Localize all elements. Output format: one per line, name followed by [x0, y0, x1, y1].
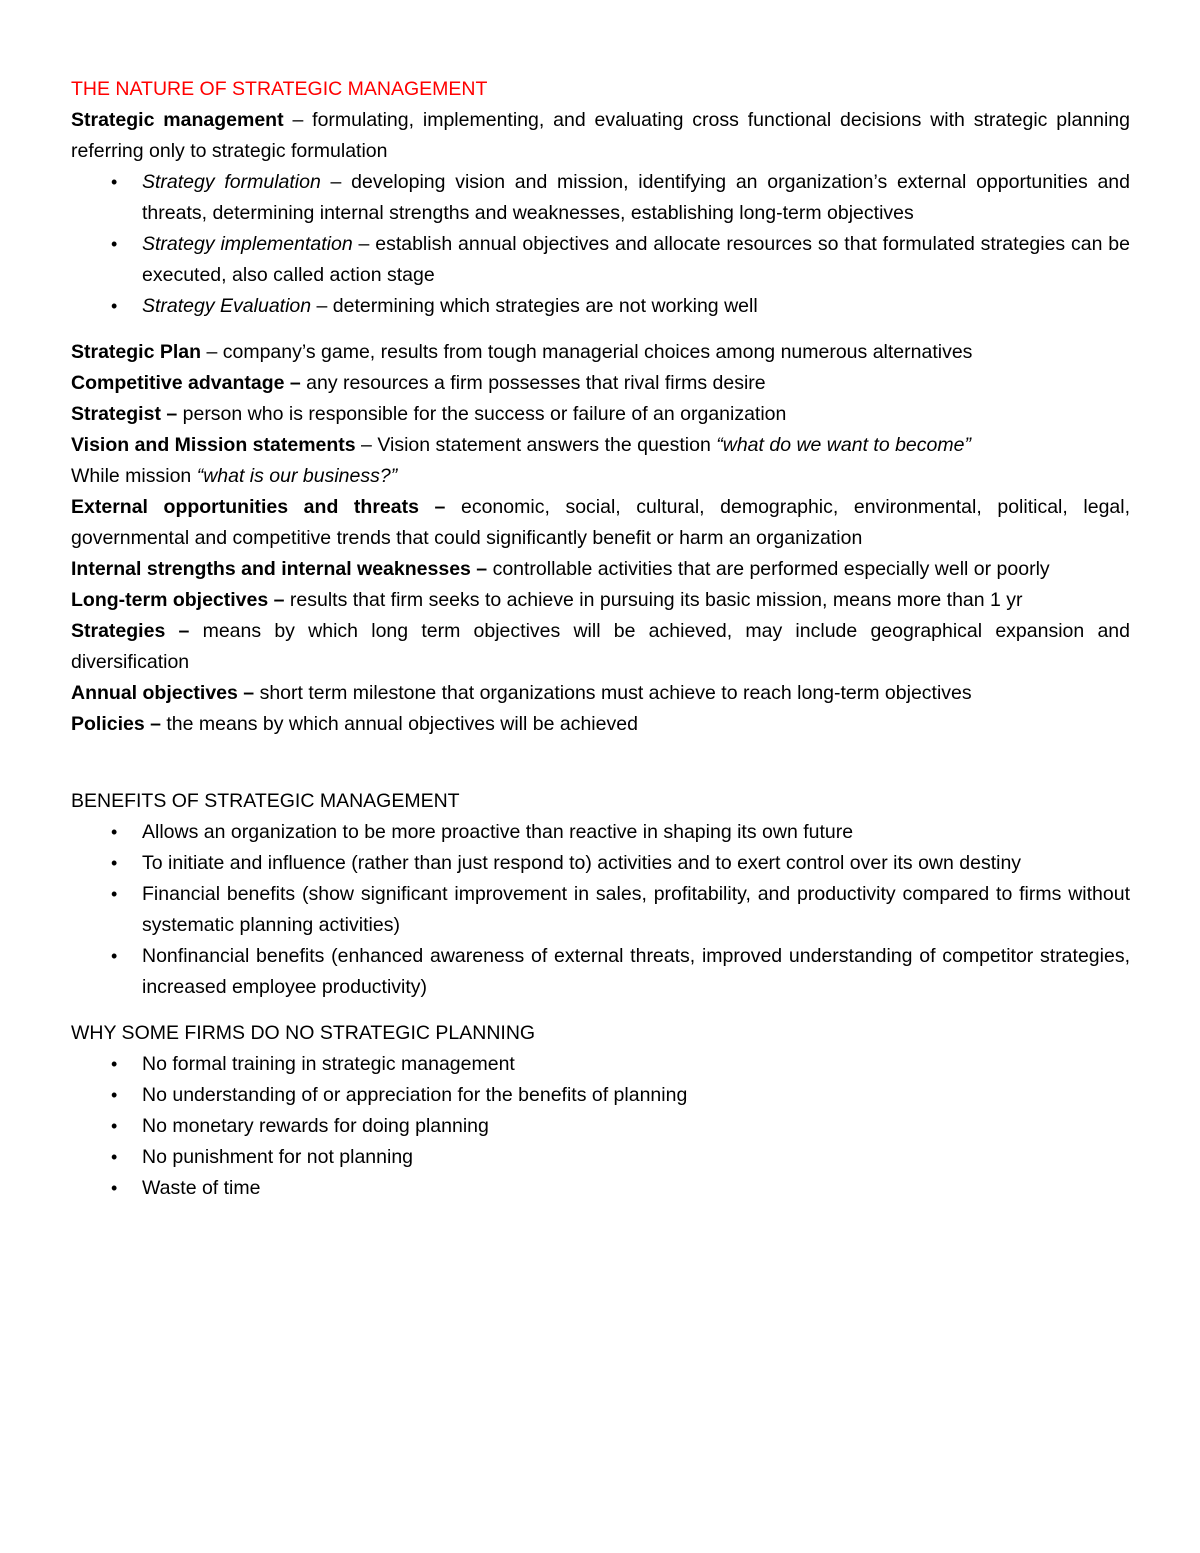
mission-line	[71, 461, 1130, 492]
list-item	[71, 1142, 1130, 1173]
definition-term: Policies –	[71, 713, 161, 735]
list-item	[71, 941, 1130, 1003]
definition-term: Strategist –	[71, 403, 178, 425]
definition-text: means by which long term objectives will be achieved, may include geographical expansion and diversification	[71, 620, 1130, 673]
list-item	[71, 848, 1130, 879]
list-item	[71, 1049, 1130, 1080]
list-item-text: To initiate and influence (rather than just respond to) activities and to exert control over its own destiny	[142, 852, 1022, 874]
definition-strategic-plan	[71, 337, 1130, 368]
definition-text: any resources a firm possesses that rival firms desire	[306, 372, 766, 394]
bullet-icon: •	[111, 1178, 118, 1198]
definition-dash	[445, 496, 461, 518]
vision-quote: “what do we want to become”	[716, 434, 971, 456]
list-item-text: No formal training in strategic management	[142, 1053, 515, 1075]
list-item	[71, 167, 1130, 229]
list-item	[71, 1111, 1130, 1142]
mission-text: While mission	[71, 465, 197, 487]
definition-competitive-advantage	[71, 368, 1130, 399]
bullet-icon: •	[111, 172, 118, 192]
stage-term: Strategy Evaluation	[142, 295, 312, 317]
definition-vision-mission	[71, 430, 1130, 461]
stage-text: – establish annual objectives and allocate resources so that formulated strategies can be executed, also called action stage	[142, 233, 1130, 286]
mission-quote: “what is our business?”	[196, 465, 398, 487]
definition-strategist	[71, 399, 1130, 430]
stage-term: Strategy formulation	[142, 171, 321, 193]
definition-text: results that firm seeks to achieve in pursuing its basic mission, means more than 1 yr	[289, 589, 1023, 611]
list-item-text: Waste of time	[142, 1177, 261, 1199]
definition-strategic-management	[71, 105, 1130, 167]
definition-term: Strategies –	[71, 620, 190, 642]
bullet-icon: •	[111, 1147, 118, 1167]
bullet-icon: •	[111, 1116, 118, 1136]
definition-term: Internal strengths and internal weaknesses –	[71, 558, 488, 580]
definition-text: formulating, implementing, and evaluating cross functional decisions with strategic planning referring only to strategic formulation	[71, 109, 1131, 162]
stage-text: – developing vision and mission, identifying an organization’s external opportunities and threats, determining internal strengths and weaknesses, establishing long-term objectives	[142, 171, 1130, 224]
definition-long-term-objectives	[71, 585, 1130, 616]
benefits-list	[71, 817, 1130, 1003]
bullet-icon: •	[111, 946, 118, 966]
definition-policies	[71, 709, 1130, 740]
stage-term: Strategy implementation	[142, 233, 353, 255]
definition-internal-strengths	[71, 554, 1130, 585]
bullet-icon: •	[111, 1085, 118, 1105]
definition-term: Strategic Plan	[71, 341, 202, 363]
definition-dash	[189, 620, 202, 642]
bullet-icon: •	[111, 822, 118, 842]
definition-term: External opportunities and threats –	[71, 496, 446, 518]
definition-external-opportunities	[71, 492, 1130, 554]
list-item-text: No monetary rewards for doing planning	[142, 1115, 489, 1137]
list-item-text: Allows an organization to be more proactive than reactive in shaping its own future	[142, 821, 854, 843]
definition-text: the means by which annual objectives will be achieved	[166, 713, 638, 735]
section-spacer	[71, 740, 1130, 786]
definition-text: person who is responsible for the success or failure of an organization	[182, 403, 787, 425]
bullet-icon: •	[111, 1054, 118, 1074]
list-item	[71, 817, 1130, 848]
definition-dash: –	[201, 341, 223, 363]
definition-strategies	[71, 616, 1130, 678]
bullet-icon: •	[111, 853, 118, 873]
definition-term: Strategic management	[71, 109, 284, 131]
definition-dash: –	[355, 434, 378, 456]
definition-term: Vision and Mission statements	[71, 434, 356, 456]
definition-term: Competitive advantage –	[71, 372, 301, 394]
definition-text: short term milestone that organizations must achieve to reach long-term objectives	[259, 682, 972, 704]
page-title: THE NATURE OF STRATEGIC MANAGEMENT	[71, 78, 488, 100]
strategy-stages-list	[71, 167, 1130, 322]
benefits-heading: BENEFITS OF STRATEGIC MANAGEMENT	[71, 790, 460, 812]
definition-text: company’s game, results from tough managerial choices among numerous alternatives	[222, 341, 973, 363]
list-item	[71, 291, 1130, 322]
definition-dash: –	[283, 109, 313, 131]
bullet-icon: •	[111, 884, 118, 904]
list-item	[71, 1080, 1130, 1111]
definition-term: Long-term objectives –	[71, 589, 285, 611]
definition-annual-objectives	[71, 678, 1130, 709]
definition-text: economic, social, cultural, demographic, environmental, political, legal, governmental and competitive trends that could significantly benefit or harm an organization	[71, 496, 1131, 549]
bullet-icon: •	[111, 234, 118, 254]
list-item	[71, 1173, 1130, 1204]
bullet-icon: •	[111, 296, 118, 316]
list-item-text: Financial benefits (show significant improvement in sales, profitability, and productivity compared to firms without systematic planning activities)	[142, 883, 1130, 936]
list-item	[71, 229, 1130, 291]
definition-term: Annual objectives –	[71, 682, 255, 704]
definition-text: controllable activities that are performed especially well or poorly	[492, 558, 1050, 580]
no-planning-list	[71, 1049, 1130, 1204]
list-item-text: No understanding of or appreciation for the benefits of planning	[142, 1084, 688, 1106]
list-item-text: Nonfinancial benefits (enhanced awareness of external threats, improved understanding of competitor strategies, increased employee productivity)	[142, 945, 1130, 998]
definition-text: Vision statement answers the question	[377, 434, 717, 456]
list-item	[71, 879, 1130, 941]
no-planning-heading: WHY SOME FIRMS DO NO STRATEGIC PLANNING	[71, 1022, 536, 1044]
list-item-text: No punishment for not planning	[142, 1146, 414, 1168]
stage-text: – determining which strategies are not working well	[311, 295, 758, 317]
